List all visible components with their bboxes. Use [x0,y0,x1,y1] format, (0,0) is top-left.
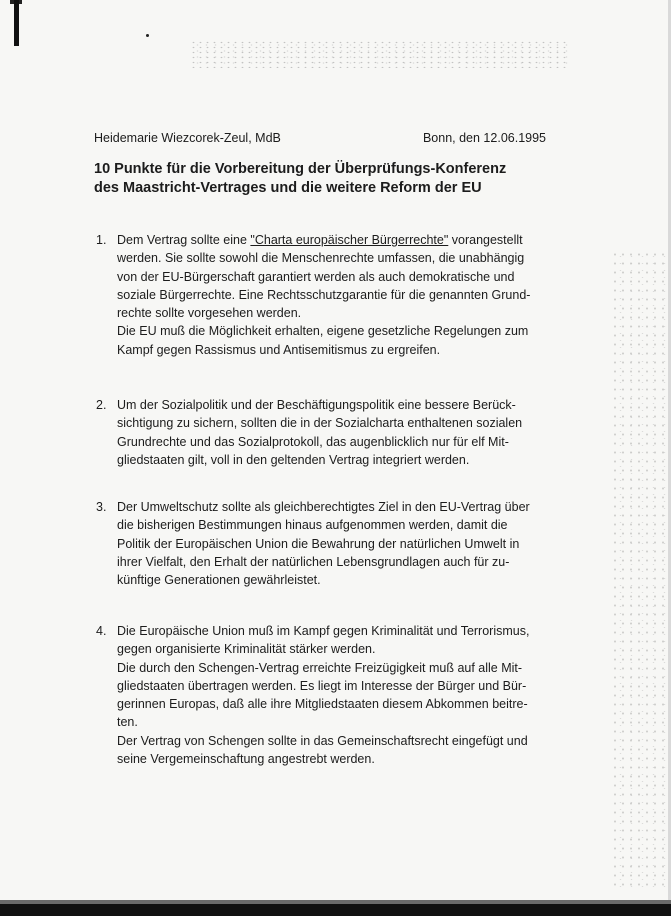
point-line: von der EU-Bürgerschaft garantiert werden als auch demokratische und [117,269,515,284]
point-text [117,231,565,359]
point-number: 4. [96,624,107,638]
point-line: ten. [117,715,138,730]
point-line: gliedstaaten gilt, voll in den geltenden Vertrag integriert werden. [117,452,470,467]
point-line: soziale Bürgerrechte. Eine Rechtsschutzgarantie für die genannten Grund- [117,287,531,302]
title-line: 10 Punkte für die Vorbereitung der Überprüfungs-Konferenz [94,161,507,177]
point-line: gegen organisierte Kriminalität stärker werden. [117,642,376,657]
point-line: Um der Sozialpolitik und der Beschäftigungspolitik eine bessere Berück- [117,398,516,412]
point-line: künftige Generationen gewährleistet. [117,573,321,588]
point-line: die bisherigen Bestimmungen hinaus aufgenommen werden, damit die [117,518,508,533]
title-line: des Maastricht-Vertrages und die weitere Reform der EU [94,180,482,196]
point-text [117,498,565,589]
place-date: Bonn, den 12.06.1995 [422,131,546,145]
point-line: rechte sollte vorgesehen werden. [117,306,302,321]
text-run: vorangestellt [448,233,523,247]
scan-artifact [14,0,19,46]
scan-noise [611,250,671,890]
point-line: werden. Sie sollte sowohl die Menschenrechte umfassen, die unabhängig [117,251,525,266]
point-text [117,396,565,469]
point-number: 3. [96,500,107,514]
point-line: gerinnen Europas, daß alle ihre Mitgliedstaaten diesem Abkommen beitre- [117,697,528,712]
point-number: 1. [96,233,107,247]
point-line: seine Vergemeinschaftung angestrebt werden. [117,752,375,767]
point-line: Grundrechte und das Sozialprotokoll, das augenblicklich nur für elf Mit- [117,434,509,449]
point-number: 2. [96,398,107,412]
scan-noise [190,40,570,68]
author: Heidemarie Wiezcorek-Zeul, MdB [94,131,281,145]
scan-artifact [146,34,149,37]
point-line: Politik der Europäischen Union die Bewahrung der natürlichen Umwelt in [117,536,520,551]
point-line: Kampf gegen Rassismus und Antisemitismus zu ergreifen. [117,342,441,357]
point-line: Die EU muß die Möglichkeit erhalten, eigene gesetzliche Regelungen zum [117,324,529,339]
point-text [117,622,565,768]
point-line: Die Europäische Union muß im Kampf gegen Kriminalität und Terrorismus, [117,624,530,638]
point-line: Der Umweltschutz sollte als gleichberechtigtes Ziel in den EU-Vertrag über [117,500,530,514]
point-line: gliedstaaten übertragen werden. Es liegt im Interesse der Bürger und Bür- [117,678,527,693]
point-line: ihrer Vielfalt, den Erhalt der natürlichen Lebensgrundlagen auch für zu- [117,554,510,569]
point-line: sichtigung zu sichern, sollten die in der Sozialcharta enthaltenen sozialen [117,416,523,431]
text-run: Dem Vertrag sollte eine [117,233,251,247]
underlined-term: "Charta europäischer Bürgerrechte" [250,233,449,247]
point-line: Die durch den Schengen-Vertrag erreichte Freizügigkeit muß auf alle Mit- [117,660,523,675]
document-title [94,160,564,198]
point-line: Der Vertrag von Schengen sollte in das Gemeinschaftsrecht eingefügt und [117,733,528,748]
point-line [117,231,565,249]
scan-artifact [0,904,671,916]
